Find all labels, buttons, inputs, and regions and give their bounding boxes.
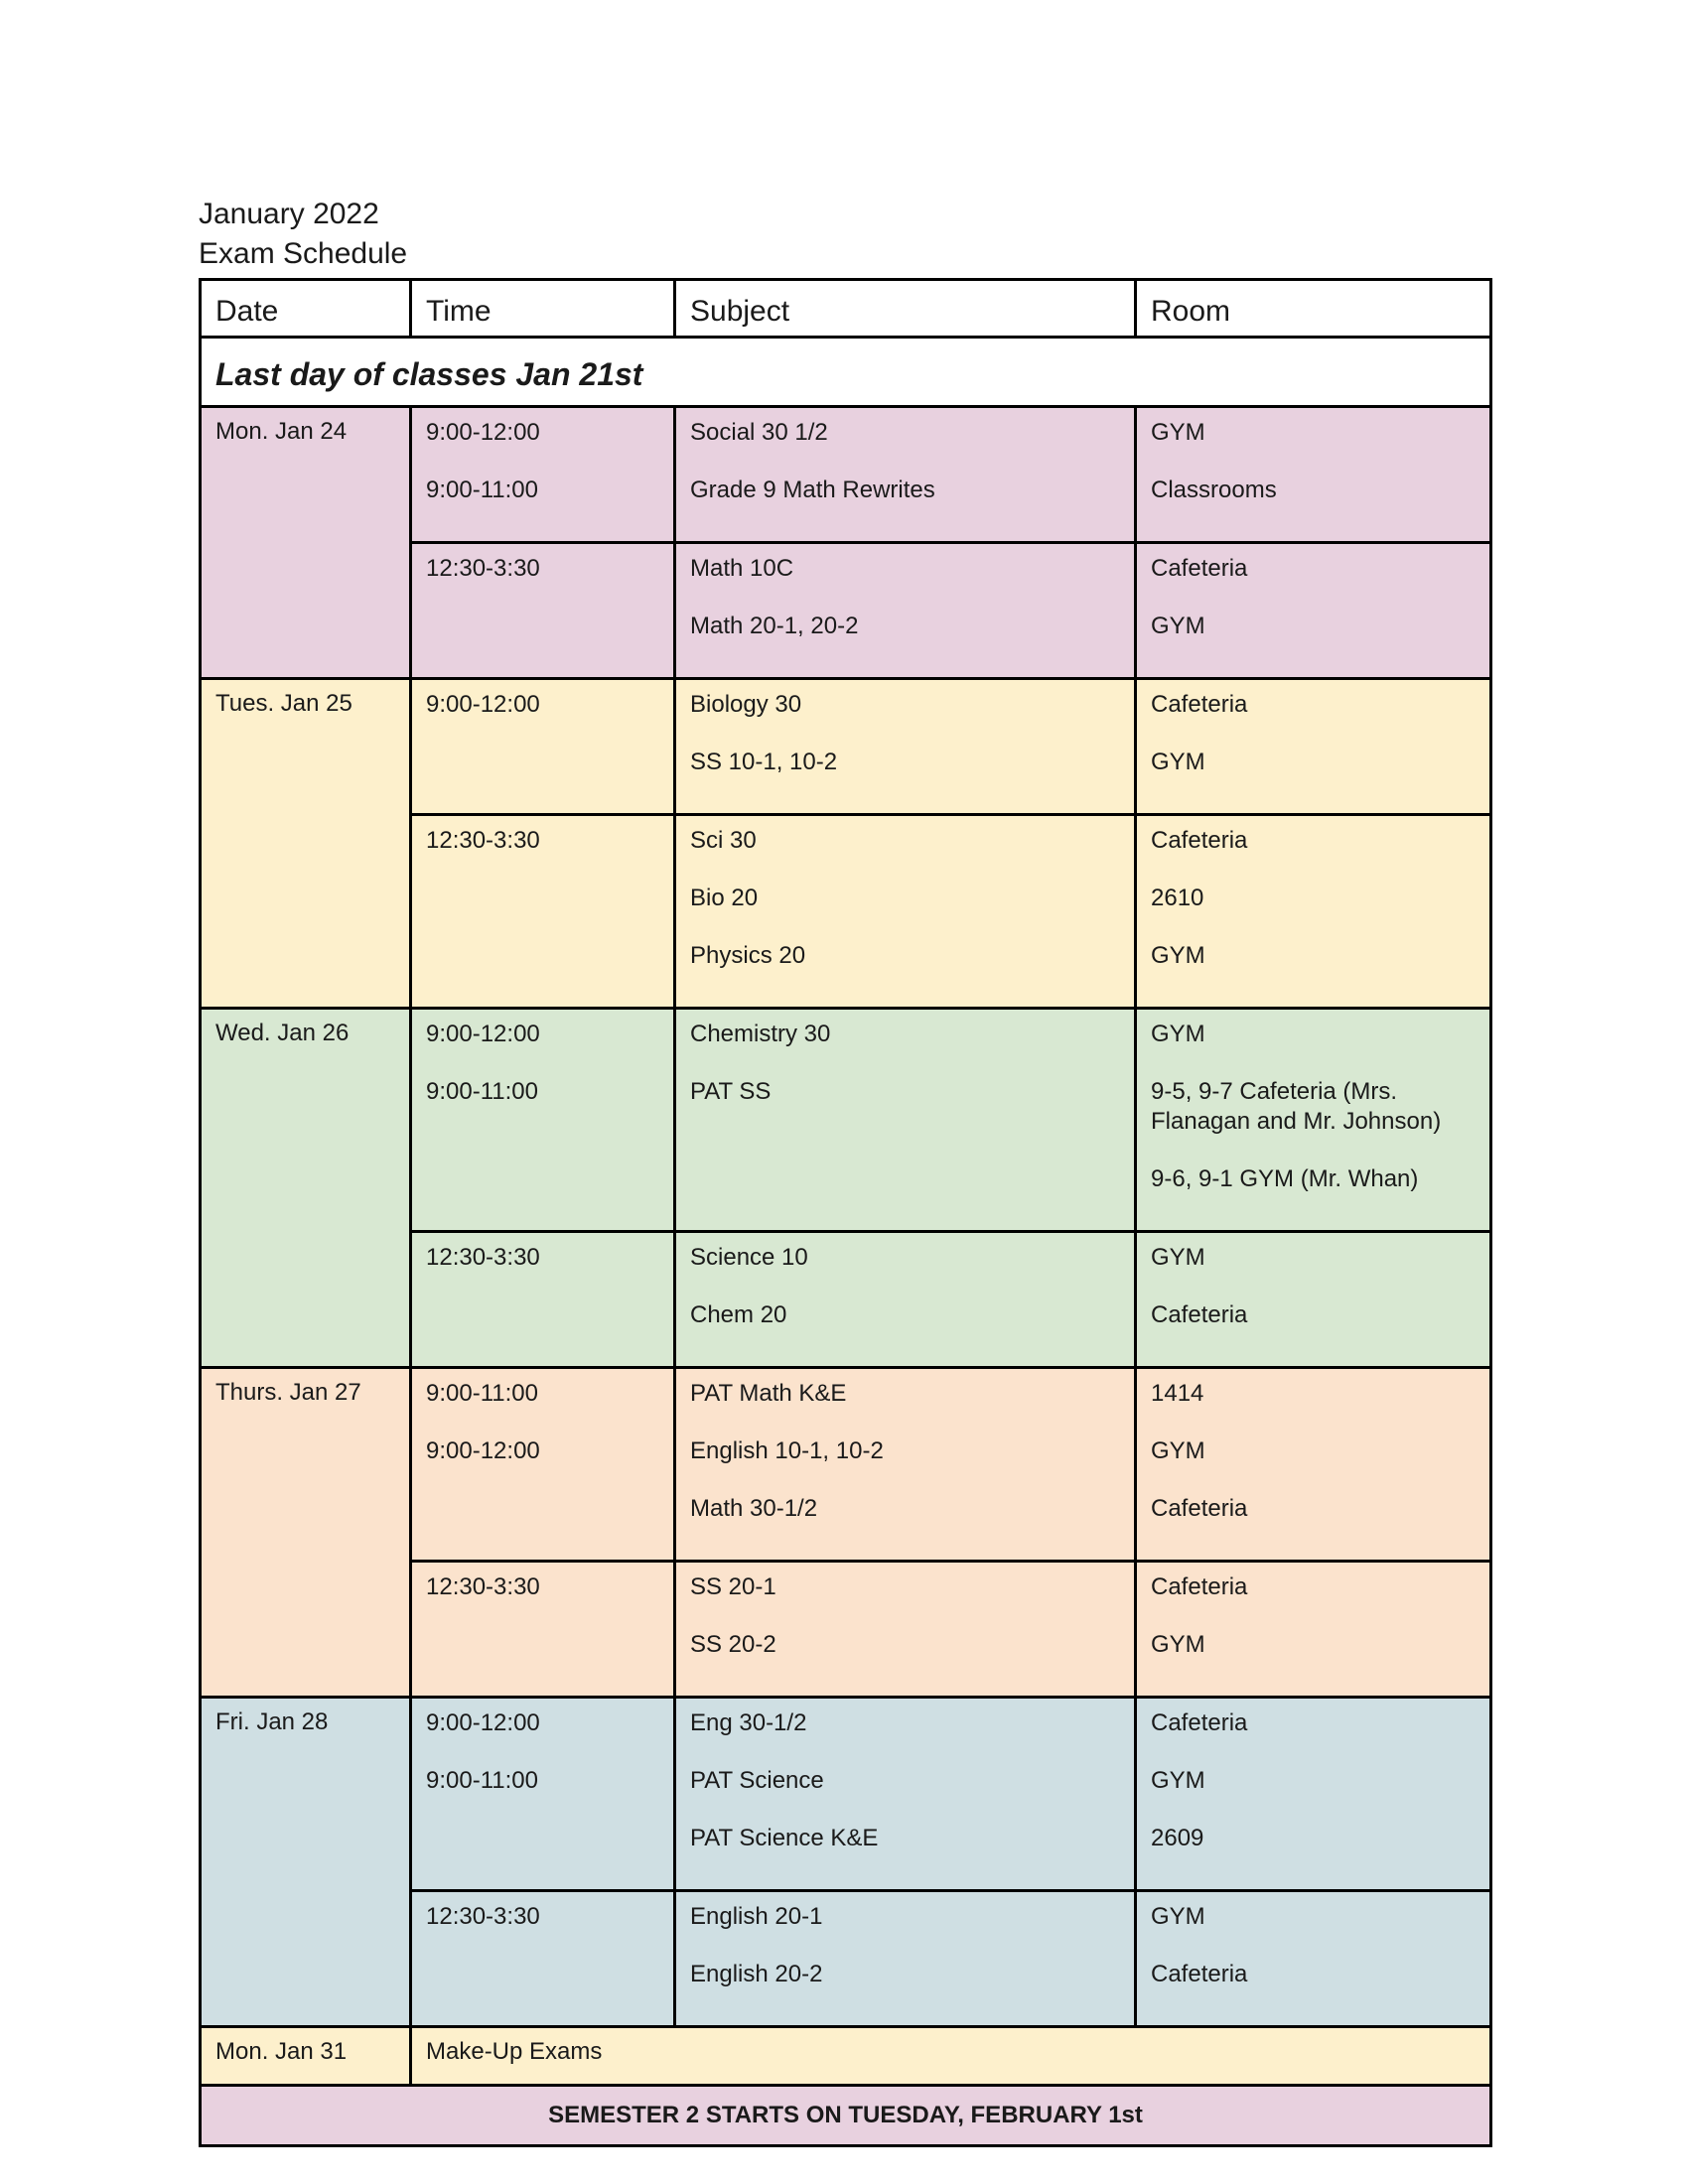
exam-subject: Math 10C xyxy=(690,555,794,582)
exam-room: GYM xyxy=(1151,1903,1205,1930)
exam-time-list xyxy=(412,408,673,541)
exam-subject-list xyxy=(676,1892,1134,2025)
exam-room-list xyxy=(1137,1563,1489,1696)
subject-cell xyxy=(675,1232,1136,1368)
exam-time-list xyxy=(412,1699,673,1832)
exam-time: 12:30-3:30 xyxy=(426,1573,540,1600)
exam-room: 2609 xyxy=(1151,1825,1204,1851)
exam-subject: SS 10-1, 10-2 xyxy=(690,749,838,775)
exam-room: GYM xyxy=(1151,419,1205,446)
exam-room: Cafeteria xyxy=(1151,1573,1248,1600)
exam-subject-list xyxy=(676,1369,1134,1560)
exam-room: GYM xyxy=(1151,749,1205,775)
day-date: Tues. Jan 25 xyxy=(215,690,352,717)
exam-subject: PAT SS xyxy=(690,1078,772,1105)
exam-subject: Chem 20 xyxy=(690,1301,787,1328)
exam-time: 9:00-12:00 xyxy=(426,691,540,718)
subject-cell xyxy=(675,815,1136,1009)
exam-room-list xyxy=(1137,1010,1489,1230)
exam-time: 9:00-12:00 xyxy=(426,1709,540,1736)
schedule-block-row xyxy=(201,679,1491,815)
exam-time-list xyxy=(412,816,673,891)
makeup-label-text: Make-Up Exams xyxy=(426,2038,603,2065)
exam-time-list xyxy=(412,1233,673,1308)
exam-room: 2610 xyxy=(1151,885,1204,911)
exam-subject-list xyxy=(676,1233,1134,1366)
exam-room: 9-5, 9-7 Cafeteria (Mrs. Flanagan and Mr. Johnson) xyxy=(1151,1078,1442,1135)
exam-room: Cafeteria xyxy=(1151,1495,1248,1522)
exam-time: 9:00-12:00 xyxy=(426,1437,540,1464)
exam-subject: Physics 20 xyxy=(690,942,806,969)
exam-time: 9:00-12:00 xyxy=(426,419,540,446)
day-date: Wed. Jan 26 xyxy=(215,1020,350,1046)
subject-cell xyxy=(675,1009,1136,1232)
exam-room: Cafeteria xyxy=(1151,691,1248,718)
exam-subject-list xyxy=(676,816,1134,1007)
header-row xyxy=(201,280,1491,338)
exam-room-list xyxy=(1137,680,1489,813)
subject-cell xyxy=(675,679,1136,815)
document-heading xyxy=(199,195,407,274)
exam-time: 9:00-11:00 xyxy=(426,1767,538,1794)
exam-subject: Chemistry 30 xyxy=(690,1021,831,1047)
exam-room-list xyxy=(1137,1699,1489,1889)
exam-subject: English 20-1 xyxy=(690,1903,823,1930)
time-cell xyxy=(411,679,675,815)
exam-room: Cafeteria xyxy=(1151,555,1248,582)
exam-subject: Math 20-1, 20-2 xyxy=(690,613,859,639)
exam-time-list xyxy=(412,1010,673,1143)
time-cell xyxy=(411,1562,675,1698)
subject-cell xyxy=(675,543,1136,679)
exam-subject: English 20-2 xyxy=(690,1961,823,1987)
exam-time-list xyxy=(412,1892,673,1968)
header-time: Time xyxy=(411,280,675,338)
exam-time-list xyxy=(412,680,673,755)
day-date: Mon. Jan 24 xyxy=(215,418,348,445)
exam-subject-list xyxy=(676,1563,1134,1696)
exam-time: 12:30-3:30 xyxy=(426,555,540,582)
day-date-cell xyxy=(201,679,411,1009)
exam-time: 12:30-3:30 xyxy=(426,1903,540,1930)
exam-time: 9:00-11:00 xyxy=(426,477,538,503)
exam-room: GYM xyxy=(1151,942,1205,969)
exam-schedule-table xyxy=(199,278,1492,2147)
room-cell xyxy=(1136,543,1491,679)
time-cell xyxy=(411,1009,675,1232)
exam-subject: PAT Math K&E xyxy=(690,1380,847,1407)
header-room: Room xyxy=(1136,280,1491,338)
schedule-block-row xyxy=(201,1698,1491,1891)
subject-cell xyxy=(675,407,1136,543)
exam-room: Classrooms xyxy=(1151,477,1277,503)
room-cell xyxy=(1136,1891,1491,2027)
schedule-block-row xyxy=(201,1009,1491,1232)
room-cell xyxy=(1136,1368,1491,1562)
exam-room-list xyxy=(1137,1369,1489,1560)
exam-room: 9-6, 9-1 GYM (Mr. Whan) xyxy=(1151,1165,1419,1192)
room-cell xyxy=(1136,815,1491,1009)
exam-room: GYM xyxy=(1151,1437,1205,1464)
day-date: Thurs. Jan 27 xyxy=(215,1379,361,1406)
exam-room: Cafeteria xyxy=(1151,1301,1248,1328)
exam-room: GYM xyxy=(1151,1631,1205,1658)
exam-subject: Science 10 xyxy=(690,1244,808,1271)
time-cell xyxy=(411,543,675,679)
makeup-label xyxy=(411,2027,1491,2086)
day-date-cell xyxy=(201,1698,411,2027)
exam-subject: PAT Science xyxy=(690,1767,824,1794)
day-date-cell xyxy=(201,407,411,679)
day-date-cell xyxy=(201,1368,411,1698)
heading-month: January 2022 xyxy=(199,198,379,230)
exam-subject: English 10-1, 10-2 xyxy=(690,1437,884,1464)
exam-room-list xyxy=(1137,1233,1489,1366)
time-cell xyxy=(411,407,675,543)
exam-time: 9:00-11:00 xyxy=(426,1380,538,1407)
exam-subject-list xyxy=(676,680,1134,813)
exam-time: 9:00-11:00 xyxy=(426,1078,538,1105)
header-subject: Subject xyxy=(675,280,1136,338)
semester-2-notice: SEMESTER 2 STARTS ON TUESDAY, FEBRUARY 1st xyxy=(201,2086,1491,2146)
exam-subject-list xyxy=(676,544,1134,677)
room-cell xyxy=(1136,1562,1491,1698)
exam-room: Cafeteria xyxy=(1151,1709,1248,1736)
exam-subject: SS 20-2 xyxy=(690,1631,776,1658)
exam-subject: Math 30-1/2 xyxy=(690,1495,818,1522)
room-cell xyxy=(1136,1232,1491,1368)
exam-room: 1414 xyxy=(1151,1380,1204,1407)
exam-subject: Bio 20 xyxy=(690,885,759,911)
exam-room-list xyxy=(1137,1892,1489,2025)
last-day-note: Last day of classes Jan 21st xyxy=(201,338,1491,407)
exam-time-list xyxy=(412,544,673,619)
room-cell xyxy=(1136,407,1491,543)
exam-room: Cafeteria xyxy=(1151,1961,1248,1987)
exam-time: 12:30-3:30 xyxy=(426,1244,540,1271)
header-date: Date xyxy=(201,280,411,338)
exam-room-list xyxy=(1137,408,1489,541)
makeup-date xyxy=(201,2027,411,2086)
exam-room: GYM xyxy=(1151,1767,1205,1794)
exam-room-list xyxy=(1137,544,1489,677)
exam-subject: Sci 30 xyxy=(690,827,757,854)
day-date-cell xyxy=(201,1009,411,1368)
exam-room: GYM xyxy=(1151,1021,1205,1047)
time-cell xyxy=(411,1891,675,2027)
exam-subject: SS 20-1 xyxy=(690,1573,776,1600)
makeup-date-text: Mon. Jan 31 xyxy=(215,2038,348,2065)
day-date: Fri. Jan 28 xyxy=(215,1708,329,1735)
exam-subject: PAT Science K&E xyxy=(690,1825,879,1851)
footer-row xyxy=(201,2086,1491,2146)
subject-cell xyxy=(675,1891,1136,2027)
exam-time-list xyxy=(412,1563,673,1638)
exam-room-list xyxy=(1137,816,1489,1007)
time-cell xyxy=(411,1232,675,1368)
time-cell xyxy=(411,1368,675,1562)
exam-subject: Grade 9 Math Rewrites xyxy=(690,477,935,503)
exam-time-list xyxy=(412,1369,673,1502)
subject-cell xyxy=(675,1562,1136,1698)
exam-time: 9:00-12:00 xyxy=(426,1021,540,1047)
exam-room: Cafeteria xyxy=(1151,827,1248,854)
exam-subject-list xyxy=(676,1010,1134,1143)
exam-subject-list xyxy=(676,1699,1134,1889)
exam-subject: Social 30 1/2 xyxy=(690,419,828,446)
room-cell xyxy=(1136,679,1491,815)
subject-cell xyxy=(675,1368,1136,1562)
subject-cell xyxy=(675,1698,1136,1891)
room-cell xyxy=(1136,1009,1491,1232)
exam-subject: Eng 30-1/2 xyxy=(690,1709,807,1736)
room-cell xyxy=(1136,1698,1491,1891)
time-cell xyxy=(411,815,675,1009)
makeup-row xyxy=(201,2027,1491,2086)
exam-time: 12:30-3:30 xyxy=(426,827,540,854)
exam-room: GYM xyxy=(1151,613,1205,639)
schedule-block-row xyxy=(201,407,1491,543)
exam-subject: Biology 30 xyxy=(690,691,802,718)
exam-room: GYM xyxy=(1151,1244,1205,1271)
note-row xyxy=(201,338,1491,407)
heading-title: Exam Schedule xyxy=(199,237,408,270)
exam-subject-list xyxy=(676,408,1134,541)
time-cell xyxy=(411,1698,675,1891)
schedule-block-row xyxy=(201,1368,1491,1562)
